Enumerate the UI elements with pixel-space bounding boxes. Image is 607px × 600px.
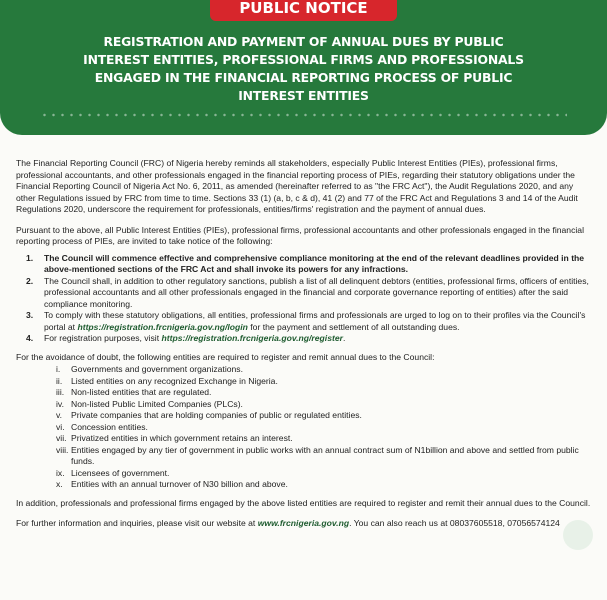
entity-text: Listed entities on any recognized Exchange in Nigeria. [71,375,278,386]
point-text: The Council shall, in addition to other regulatory sanctions, publish a list of all delinquent debtors (entities, professional firms, officers of entities, professional accountants and all other professionals engaged in the financial and corporate governance reporting of entities) after the said compliance monitoring. [44,275,589,309]
list-item [16,364,594,376]
entity-text: Private companies that are holding companies of public or regulated entities. [71,410,362,420]
entity-text: Entities engaged by any tier of government in public works with an annual contract sum of N1billion and above and settled from public funds. [71,444,579,466]
avoidance-paragraph: For the avoidance of doubt, the following entities are required to register and remit annual dues to the Council: [16,351,435,362]
list-item [26,310,594,333]
title-line: REGISTRATION AND PAYMENT OF ANNUAL DUES BY PUBLIC [103,34,504,49]
entity-text: Privatized entities in which government retains an interest. [71,433,293,443]
entity-number: x. [56,479,63,489]
point-text: for the payment and settlement of all outstanding dues. [247,321,460,332]
list-item [16,468,594,480]
banner-dot-pattern [40,112,567,118]
notice-title [70,33,537,105]
entity-number: viii. [56,444,69,455]
entity-number: v. [56,410,63,420]
entity-text: Licensees of government. [71,467,170,478]
list-item [16,387,594,399]
registration-link[interactable]: https://registration.frcnigeria.gov.ng/register [161,333,343,343]
title-line: INTEREST ENTITIES [238,88,369,103]
title-line: ENGAGED IN THE FINANCIAL REPORTING PROCESS OF PUBLIC [94,70,513,85]
entity-number: ii. [56,375,63,386]
entity-number: ix. [56,467,65,478]
point-number: 4. [26,333,34,343]
entity-text: Non-listed entities that are regulated. [71,387,212,397]
footer-text: . You can also reach us at 08037605518, 07056574124 [349,518,560,528]
point-text: For registration purposes, visit [44,333,162,343]
point-text: To comply with these statutory obligations, all entities, professional firms and professionals are urged to log on to their profiles via the Council's portal at [44,310,586,332]
entity-number: i. [56,364,61,374]
point-text: The Council will commence effective and comprehensive compliance monitoring at the end of the relevant deadlines provided in the above-mentioned sections of the FRC Act and shall invoke its powers for any infractions. [44,252,585,274]
list-item [16,376,594,388]
entity-number: iii. [56,387,65,397]
title-line: INTEREST ENTITIES, PROFESSIONAL FIRMS AND PROFESSIONALS [83,52,524,67]
point-text: . [342,333,346,343]
entity-text: Entities with an annual turnover of N30 billion and above. [71,479,288,489]
login-portal-link[interactable]: https://registration.frcnigeria.gov.ng/login [77,321,248,332]
list-item [16,479,594,491]
list-item [16,399,594,411]
pursuant-paragraph: Pursuant to the above, all Public Interest Entities (PIEs), professional firms, professional accountants and other professionals engaged in the financial reporting process of PIEs, are invited to take notice of the following: [16,224,584,246]
footer-contact [16,518,594,530]
notice-points [16,253,594,345]
notice-body [16,158,594,539]
public-notice-tab: PUBLIC NOTICE [210,0,397,21]
entity-text: Governments and government organizations. [71,364,243,374]
entity-number: vi. [56,421,65,432]
list-item [26,333,594,345]
entity-text: Non-listed Public Limited Companies (PLCs). [71,398,243,409]
entity-number: iv. [56,398,64,409]
list-item [16,433,594,445]
entity-text: Concession entities. [71,421,148,432]
point-number: 2. [26,275,34,286]
website-link[interactable]: www.frcnigeria.gov.ng [257,518,350,528]
list-item [16,422,594,434]
list-item [16,445,594,468]
list-item [16,410,594,422]
logo-watermark [563,520,593,550]
intro-paragraph: The Financial Reporting Council (FRC) of Nigeria hereby reminds all stakeholders, especially Public Interest Entities (PIEs), professional firms, professional accountants, and other professionals engaged in the financial reporting process of PIEs, regarding their statutory obligations under the Financial Reporting Council of Nigeria Act No. 6, 2011, as amended (hereinafter referred to as "the FRC Act"), the Audit Regulations 2020, and any other Regulations issued by FRC from time to time. Sections 33 (1) (a, b, c & d), 41 (2) and 77 of the FRC Act and Regulations 3 and 14 of the Audit Regulations 2020, underscore the requirement for professionals, entities/firms' registration and the payment of annual dues. [16,158,578,214]
entity-number: vii. [56,433,67,443]
addition-paragraph: In addition, professionals and professional firms engaged by the above listed entities are required to register and remit their annual dues to the Council. [16,497,591,508]
list-item [26,252,594,276]
footer-text: For further information and inquiries, please visit our website at [16,518,258,528]
point-number: 1. [26,252,34,263]
header-banner [0,0,607,135]
point-number: 3. [26,310,34,320]
list-item [26,275,594,311]
entity-list [16,364,594,491]
